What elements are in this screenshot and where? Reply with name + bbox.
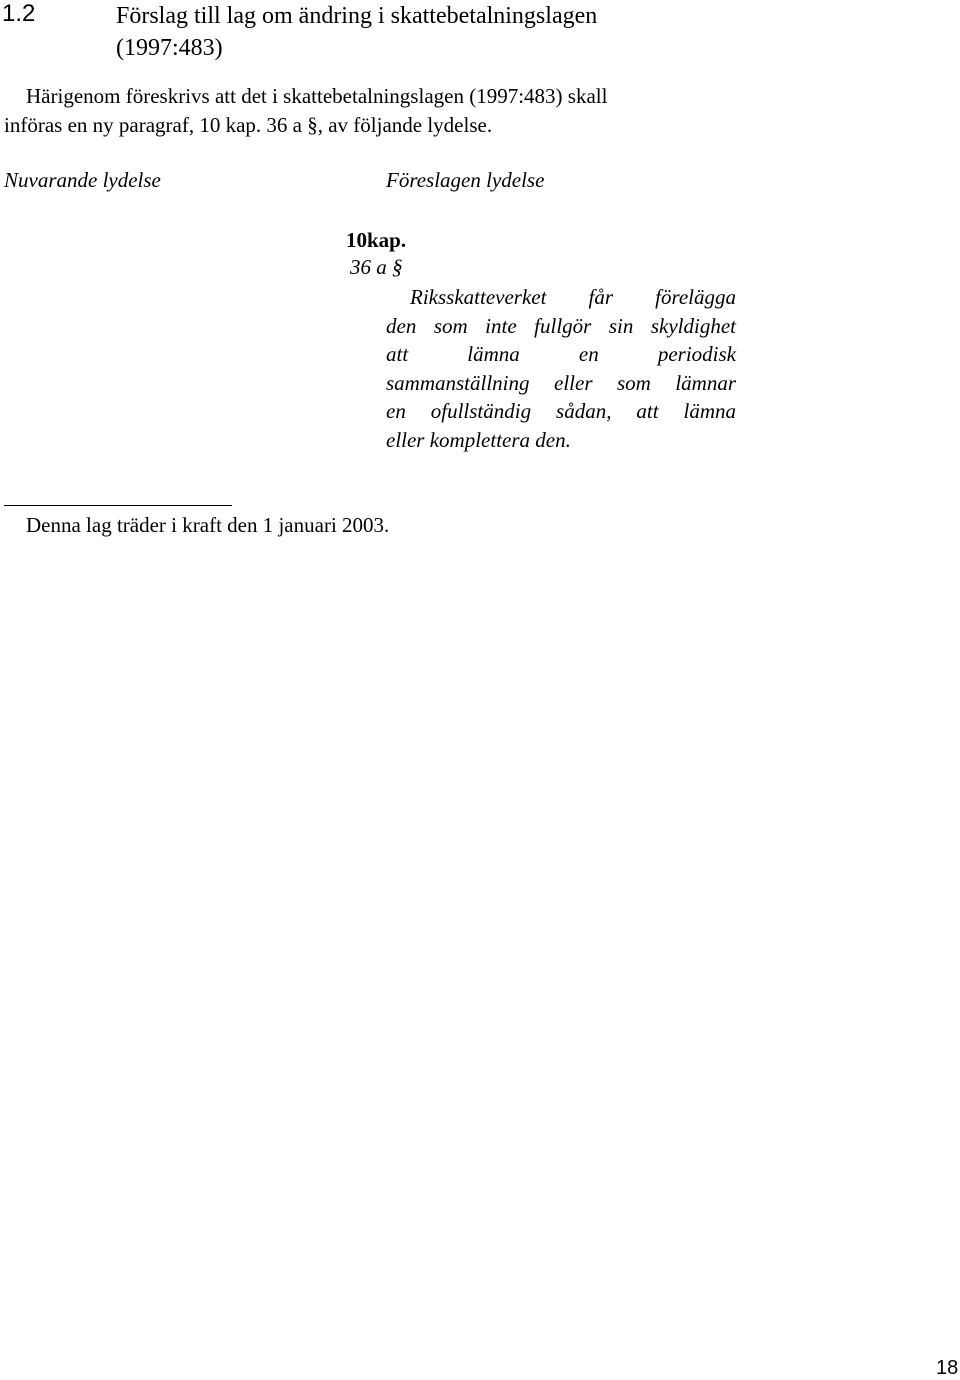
proposed-text-line: sammanställning eller som lämnar xyxy=(386,370,736,395)
effective-date-note: Denna lag träder i kraft den 1 januari 2003. xyxy=(26,513,390,537)
proposed-text-line: den som inte fullgör sin skyldighet xyxy=(386,313,736,338)
proposed-text-line: att lämna en periodisk xyxy=(386,342,736,367)
proposed-text xyxy=(386,283,736,455)
intro-line-2: införas en ny paragraf, 10 kap. 36 a §, av följande lydelse. xyxy=(4,113,493,137)
column-heading-current: Nuvarande lydelse xyxy=(4,168,161,192)
section-number: 1.2 xyxy=(2,0,36,27)
proposed-text-line: eller komplettera den. xyxy=(386,427,571,452)
section-title-line-1: Förslag till lag om ändring i skattebetalningslagen xyxy=(116,3,598,29)
intro-paragraph xyxy=(4,82,740,140)
intro-line-1: Härigenom föreskrivs att det i skattebetalningslagen (1997:483) skall xyxy=(26,84,608,108)
section-label: 36 a § xyxy=(350,255,403,279)
footnote-divider xyxy=(4,505,232,506)
section-title xyxy=(116,0,597,64)
proposed-text-line: Riksskatteverket får förelägga xyxy=(410,285,736,309)
page-number: 18 xyxy=(936,1357,959,1379)
column-heading-proposed: Föreslagen lydelse xyxy=(386,168,545,192)
proposed-text-line: en ofullständig sådan, att lämna xyxy=(386,399,736,424)
section-title-line-2: (1997:483) xyxy=(116,35,223,61)
chapter-label: 10kap. xyxy=(346,228,407,252)
